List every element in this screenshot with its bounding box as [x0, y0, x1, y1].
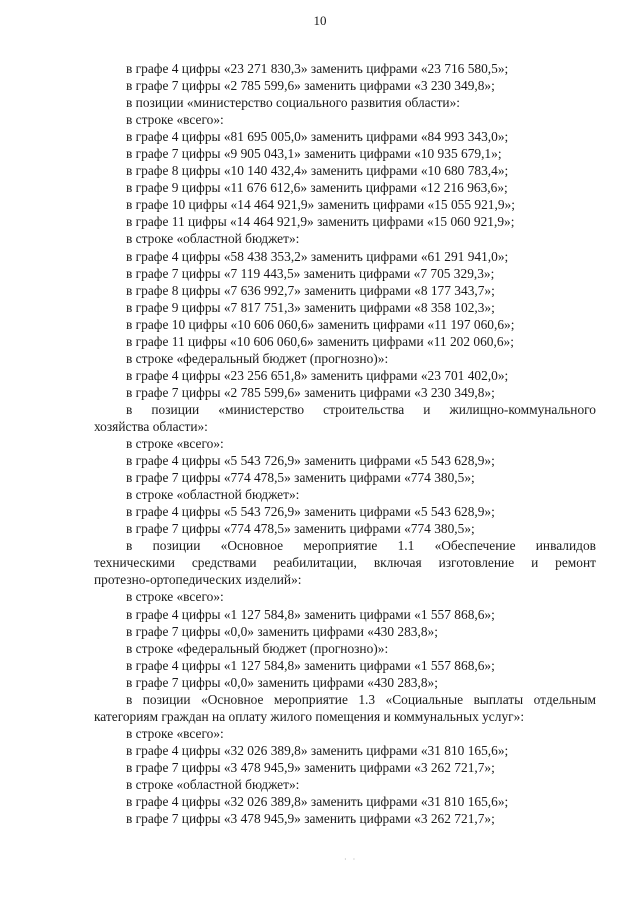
text-line: в строке «всего»:: [126, 725, 224, 741]
page-number: 10: [313, 13, 327, 28]
text-line: в строке «всего»:: [126, 436, 224, 452]
text-line: в графе 11 цифры «10 606 060,6» заменить цифрами «11 202 060,6»;: [126, 333, 514, 349]
text-line: в графе 4 цифры «32 026 389,8» заменить цифрами «31 810 165,6»;: [126, 794, 509, 810]
text-line: в графе 4 цифры «32 026 389,8» заменить цифрами «31 810 165,6»;: [126, 742, 509, 758]
text-line: в графе 4 цифры «58 438 353,2» заменить цифрами «61 291 941,0»;: [126, 248, 509, 264]
text-line: в графе 7 цифры «7 119 443,5» заменить цифрами «7 705 329,3»;: [126, 265, 495, 281]
text-line: в графе 8 цифры «7 636 992,7» заменить цифрами «8 177 343,7»;: [126, 282, 495, 298]
text-line: в строке «областной бюджет»:: [126, 776, 300, 792]
text-line: в графе 9 цифры «11 676 612,6» заменить цифрами «12 216 963,6»;: [126, 180, 508, 196]
text-line: в строке «федеральный бюджет (прогнозно)»:: [126, 350, 389, 366]
text-line: в графе 4 цифры «23 271 830,3» заменить цифрами «23 716 580,5»;: [126, 61, 509, 76]
text-line: в графе 7 цифры «0,0» заменить цифрами «430 283,8»;: [126, 674, 438, 690]
scan-mark: · ·: [344, 855, 358, 864]
text-line: в графе 4 цифры «1 127 584,8» заменить цифрами «1 557 868,6»;: [126, 657, 495, 673]
text-line: в строке «областной бюджет»:: [126, 487, 300, 503]
text-line: в графе 7 цифры «3 478 945,9» заменить цифрами «3 262 721,7»;: [126, 759, 495, 775]
text-line: в позиции «министерство строительства и жилищно-коммунального: [126, 401, 596, 417]
document-body: [94, 60, 596, 827]
text-line: в графе 4 цифры «5 543 726,9» заменить цифрами «5 543 628,9»;: [126, 453, 495, 469]
text-line: в графе 4 цифры «1 127 584,8» заменить цифрами «1 557 868,6»;: [126, 606, 495, 622]
text-line: в строке «всего»:: [126, 589, 224, 605]
text-line: в позиции «Основное мероприятие 1.3 «Социальные выплаты отдельным: [126, 691, 596, 707]
text-line: в графе 4 цифры «81 695 005,0» заменить цифрами «84 993 343,0»;: [126, 129, 509, 145]
text-line: в строке «федеральный бюджет (прогнозно)»:: [126, 640, 389, 656]
text-line: в строке «областной бюджет»:: [126, 231, 300, 247]
text-line: в графе 7 цифры «9 905 043,1» заменить цифрами «10 935 679,1»;: [126, 146, 502, 162]
text-line: в графе 4 цифры «5 543 726,9» заменить цифрами «5 543 628,9»;: [126, 504, 495, 520]
text-line: в графе 7 цифры «774 478,5» заменить цифрами «774 380,5»;: [126, 521, 475, 537]
text-line: в строке «всего»:: [126, 112, 224, 128]
text-line: в графе 10 цифры «14 464 921,9» заменить цифрами «15 055 921,9»;: [126, 197, 515, 213]
text-line: в графе 7 цифры «774 478,5» заменить цифрами «774 380,5»;: [126, 470, 475, 486]
text-line: в графе 7 цифры «2 785 599,6» заменить цифрами «3 230 349,8»;: [126, 384, 495, 400]
text-line: протезно-ортопедических изделий»:: [94, 572, 302, 588]
text-line: хозяйства области»:: [94, 418, 208, 434]
text-line: техническими средствами реабилитации, включая изготовление и ремонт: [94, 555, 596, 571]
text-line: в графе 11 цифры «14 464 921,9» заменить цифрами «15 060 921,9»;: [126, 214, 515, 230]
text-line: в графе 8 цифры «10 140 432,4» заменить цифрами «10 680 783,4»;: [126, 163, 509, 179]
text-line: в графе 10 цифры «10 606 060,6» заменить цифрами «11 197 060,6»;: [126, 316, 515, 332]
text-line: в позиции «Основное мероприятие 1.1 «Обеспечение инвалидов: [126, 538, 596, 554]
text-line: в графе 4 цифры «23 256 651,8» заменить цифрами «23 701 402,0»;: [126, 367, 509, 383]
text-line: в графе 7 цифры «2 785 599,6» заменить цифрами «3 230 349,8»;: [126, 78, 495, 94]
text-line: в графе 7 цифры «0,0» заменить цифрами «430 283,8»;: [126, 623, 438, 639]
text-line: в позиции «министерство социального развития области»:: [126, 95, 461, 111]
text-line: в графе 9 цифры «7 817 751,3» заменить цифрами «8 358 102,3»;: [126, 299, 495, 315]
text-line: категориям граждан на оплату жилого помещения и коммунальных услуг»:: [94, 708, 525, 724]
text-line: в графе 7 цифры «3 478 945,9» заменить цифрами «3 262 721,7»;: [126, 811, 495, 827]
